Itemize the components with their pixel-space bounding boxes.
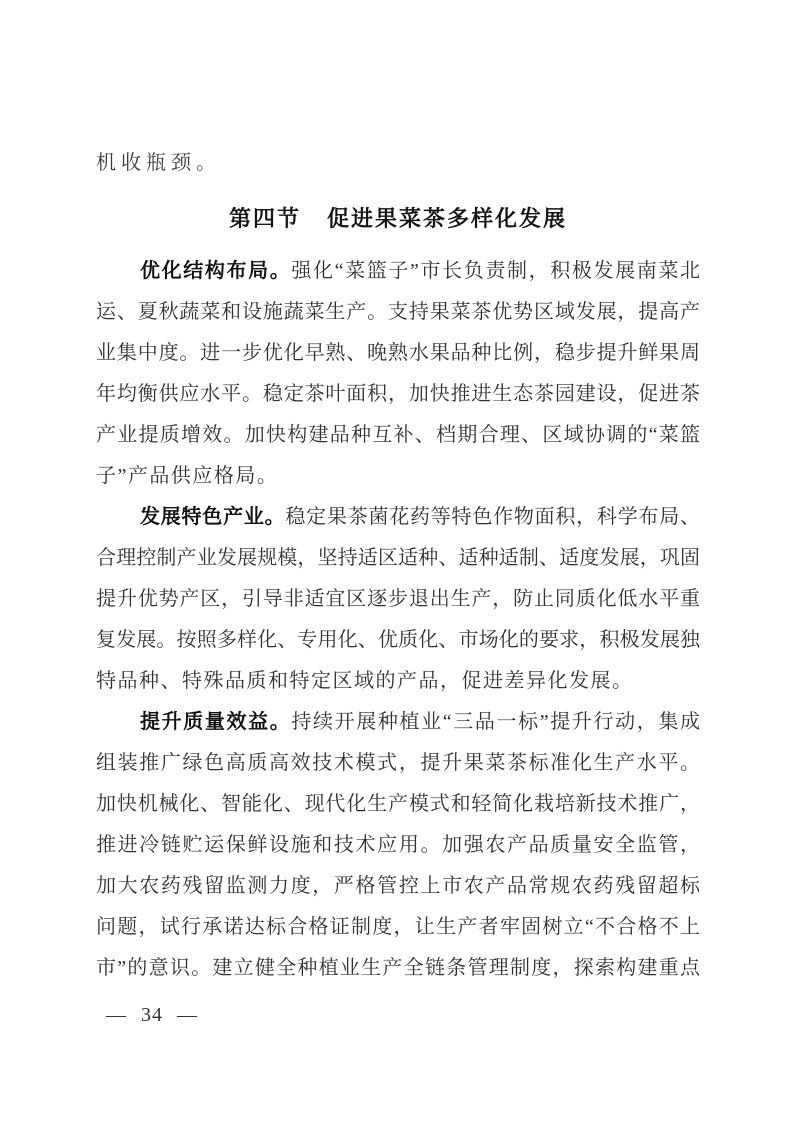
- section-title: 促进果菜茶多样化发展: [327, 206, 568, 232]
- paragraph-line: 组装推广绿色高质高效技术模式，提升果菜茶标准化生产水平。: [96, 752, 700, 774]
- paragraph-line: 复发展。按照多样化、专用化、优质化、市场化的要求，积极发展独: [96, 629, 700, 651]
- section-heading: [96, 202, 700, 236]
- continuation-text: 机收瓶颈。: [96, 152, 221, 174]
- paragraph-line: [96, 251, 700, 292]
- paragraph-line: 加大农药残留监测力度，严格管控上市农产品常规农药残留超标: [96, 875, 700, 897]
- paragraph-line: [96, 497, 700, 538]
- paragraph-lead: 提升质量效益。: [140, 711, 292, 733]
- paragraph-line: 运、夏秋蔬菜和设施蔬菜生产。支持果菜茶优势区域发展，提高产: [96, 301, 700, 323]
- paragraph-line: 市”的意识。建立健全种植业生产全链条管理制度，探索构建重点: [96, 957, 700, 979]
- footer-page-number: — 34 —: [106, 1004, 198, 1026]
- paragraph-line: 合理控制产业发展规模，坚持适区适种、适种适制、适度发展，巩固: [96, 547, 700, 569]
- paragraph-line: 年均衡供应水平。稳定茶叶面积，加快推进生态茶园建设，促进茶: [96, 383, 700, 405]
- body-text: [96, 251, 700, 989]
- paragraph-line: 产业提质增效。加快构建品种互补、档期合理、区域协调的“菜篮: [96, 424, 700, 446]
- paragraph-line: 子”产品供应格局。: [96, 465, 279, 487]
- paragraph-text: 强化“菜篮子”市长负责制，积极发展南菜北: [291, 260, 700, 282]
- paragraph-text: 稳定果茶菌花药等特色作物面积，科学布局、: [285, 506, 700, 528]
- paragraph-line: 推进冷链贮运保鲜设施和技术应用。加强农产品质量安全监管，: [96, 834, 700, 856]
- section-label: 第四节: [228, 206, 301, 232]
- paragraph-lead: 优化结构布局。: [140, 260, 292, 282]
- paragraph-line: 提升优势产区，引导非适宜区逐步退出生产，防止同质化低水平重: [96, 588, 700, 610]
- paragraph-line: 业集中度。进一步优化早熟、晚熟水果品种比例，稳步提升鲜果周: [96, 342, 700, 364]
- paragraph-line: 加快机械化、智能化、现代化生产模式和轻简化栽培新技术推广，: [96, 793, 700, 815]
- paragraph-line: 问题，试行承诺达标合格证制度，让生产者牢固树立“不合格不上: [96, 916, 700, 938]
- paragraph-line: 特品种、特殊品质和特定区域的产品，促进差异化发展。: [96, 670, 634, 692]
- paragraph-text: 持续开展种植业“三品一标”提升行动，集成: [291, 711, 700, 733]
- paragraph-line: [96, 702, 700, 743]
- paragraph-lead: 发展特色产业。: [140, 506, 286, 528]
